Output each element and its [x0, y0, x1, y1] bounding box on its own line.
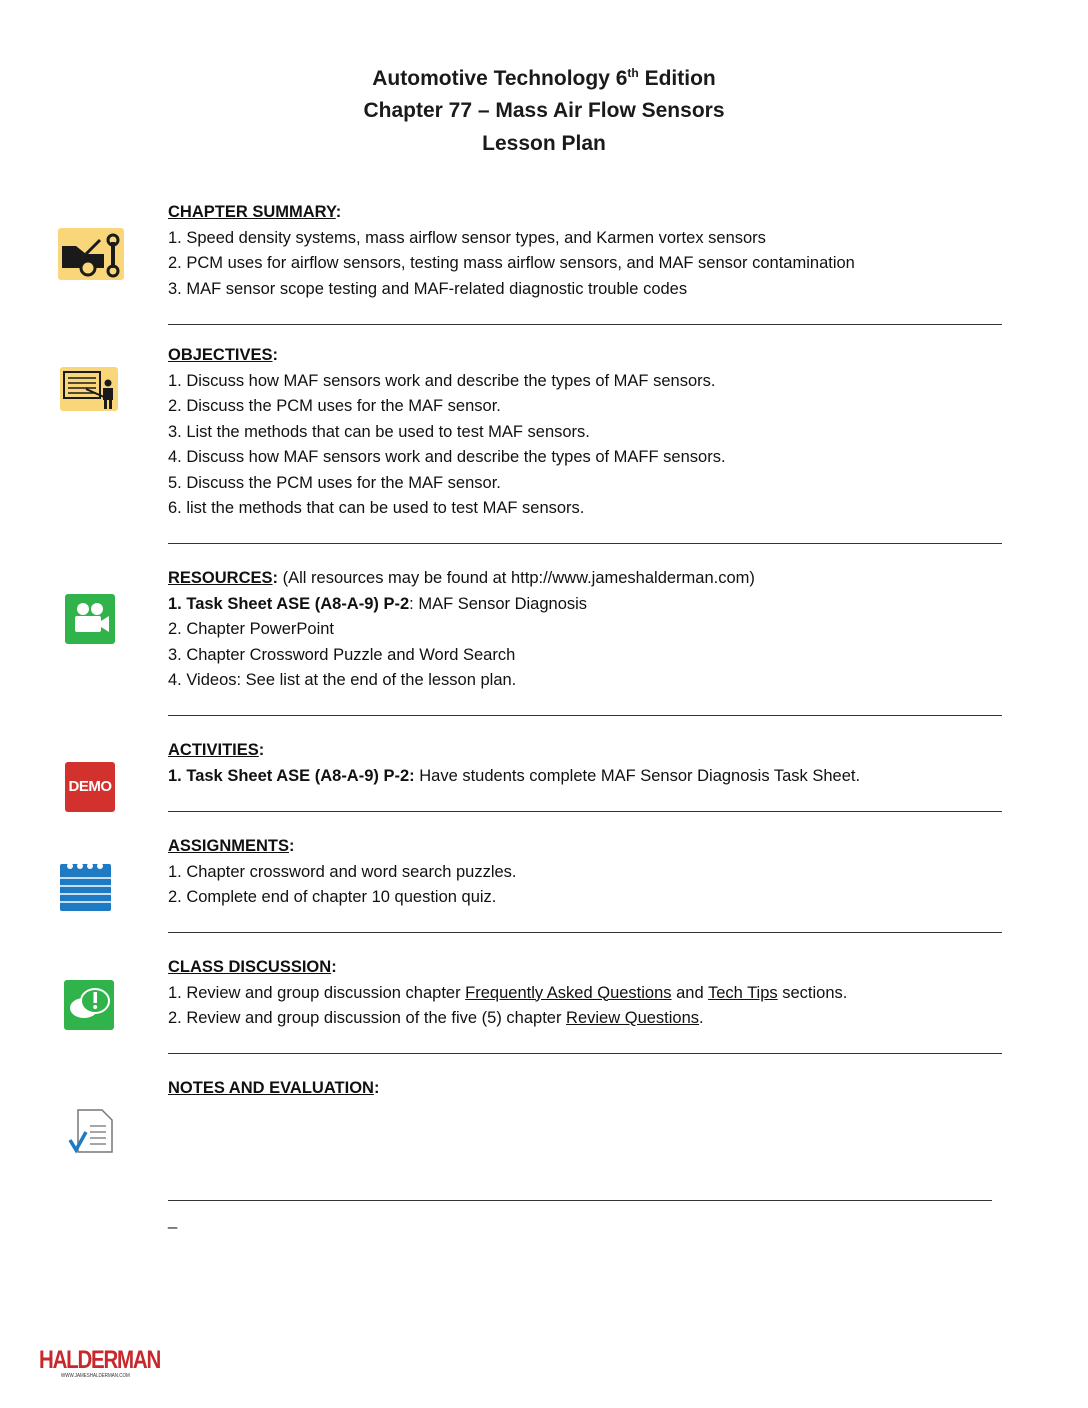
list-item: 3. Chapter Crossword Puzzle and Word Search [168, 645, 516, 664]
logo-url: WWW.JAMESHALDERMAN.COM [61, 1373, 130, 1379]
list-item: 3. MAF sensor scope testing and MAF-related diagnostic trouble codes [168, 279, 688, 298]
divider [168, 543, 1002, 544]
list-item: 1. Discuss how MAF sensors work and describe the types of MAF sensors. [168, 371, 716, 390]
list-item: 4. Videos: See list at the end of the lesson plan. [168, 671, 517, 689]
section-heading: CLASS DISCUSSION: [168, 958, 337, 976]
list-item: 4. Discuss how MAF sensors work and describe the types of MAFF sensors. [168, 448, 726, 466]
objectives-section [168, 343, 1008, 522]
list-item: 1. Speed density systems, mass airflow sensor types, and Karmen vortex sensors [168, 228, 766, 247]
divider [168, 324, 1002, 325]
list-item: 5. Discuss the PCM uses for the MAF sensor. [168, 473, 501, 492]
tech-tips-link[interactable]: Tech Tips [707, 983, 778, 1002]
list-item: 1. Chapter crossword and word search puzzles. [168, 862, 517, 881]
faq-link[interactable]: Frequently Asked Questions [465, 983, 672, 1002]
section-heading: CHAPTER SUMMARY: [168, 203, 342, 221]
section-heading: NOTES AND EVALUATION: [168, 1079, 380, 1097]
assignments-section [168, 834, 1008, 911]
notes-section [168, 1076, 1008, 1102]
section-heading: OBJECTIVES: [168, 346, 279, 364]
list-item: 2. Review and group discussion of the five (5) chapter Review Questions. [168, 1009, 704, 1027]
list-item: 2. PCM uses for airflow sensors, testing mass airflow sensors, and MAF sensor contamination [168, 254, 855, 272]
list-item: 2. Complete end of chapter 10 question quiz. [168, 888, 497, 906]
divider [168, 715, 1002, 716]
list-item: 2. Discuss the PCM uses for the MAF sensor. [168, 397, 501, 415]
list-item: 3. List the methods that can be used to test MAF sensors. [168, 422, 590, 441]
divider [168, 1053, 1002, 1054]
title-line-1: Automotive Technology 6th Edition [372, 66, 716, 90]
activities-section [168, 738, 1008, 789]
car-repair-icon [58, 228, 124, 280]
section-heading: ASSIGNMENTS: [168, 837, 295, 855]
discussion-bubbles-icon [64, 980, 114, 1030]
list-item: 1. Review and group discussion chapter Frequently Asked Questions and Tech Tips sections. [168, 983, 848, 1002]
logo-text: HALDERMAN [39, 1346, 161, 1374]
list-item: 2. Chapter PowerPoint [168, 620, 335, 638]
video-camera-icon [65, 594, 115, 644]
trailing-mark: _ [168, 1211, 178, 1229]
list-item: 1. Task Sheet ASE (A8-A-9) P-2: Have students complete MAF Sensor Diagnosis Task Sheet. [168, 766, 861, 785]
review-questions-link[interactable]: Review Questions [566, 1009, 700, 1027]
presentation-teacher-icon [60, 367, 118, 411]
notepad-icon [60, 860, 111, 911]
notes-line [168, 1200, 992, 1201]
divider [168, 932, 1002, 933]
section-heading: RESOURCES: (All resources may be found at http://www.jameshalderman.com) [168, 569, 755, 587]
chapter-summary-section [168, 200, 1008, 302]
resources-section [168, 566, 1008, 694]
list-item: 1. Task Sheet ASE (A8-A-9) P-2: MAF Sensor Diagnosis [168, 594, 588, 613]
title-line-2: Chapter 77 – Mass Air Flow Sensors [363, 99, 725, 122]
section-heading: ACTIVITIES: [168, 741, 265, 759]
demo-icon: DEMO [65, 762, 115, 812]
checklist-document-icon [68, 1108, 114, 1154]
title-line-3: Lesson Plan [482, 132, 606, 155]
halderman-logo [39, 1346, 161, 1379]
list-item: 6. list the methods that can be used to test MAF sensors. [168, 499, 585, 517]
class-discussion-section [168, 955, 1008, 1032]
divider [168, 811, 1002, 812]
